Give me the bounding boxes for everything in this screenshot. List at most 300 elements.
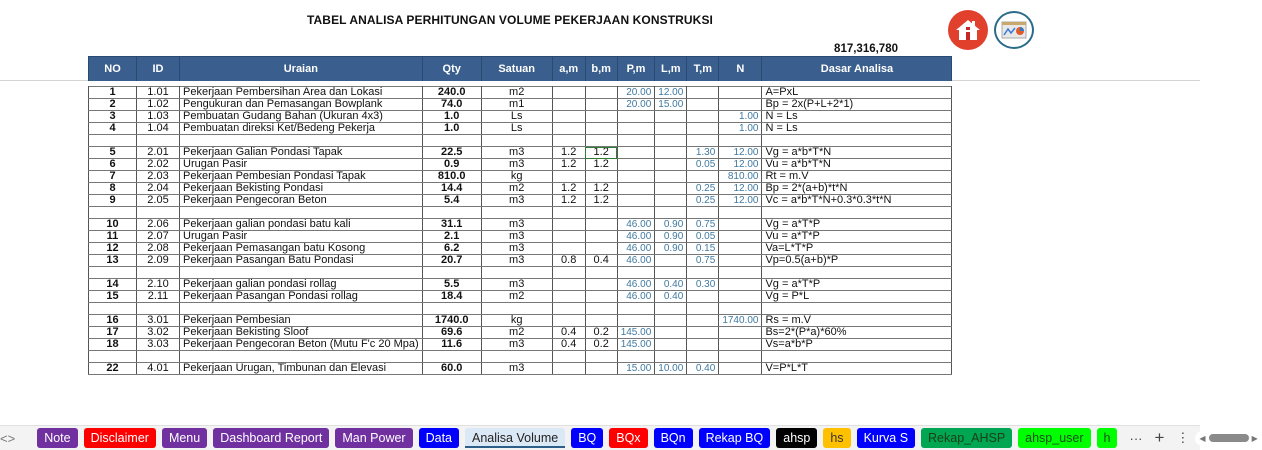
row-p-cell[interactable] — [617, 171, 655, 183]
row-b-cell[interactable] — [585, 111, 617, 123]
scroll-left-icon[interactable]: ◀ — [1199, 433, 1206, 443]
empty-cell[interactable] — [422, 351, 481, 363]
sheet-tab-disclaimer[interactable]: Disclaimer — [84, 428, 156, 448]
row-b-cell[interactable] — [585, 243, 617, 255]
row-dasar-analisa-cell[interactable]: Vs=a*b*P — [762, 339, 952, 351]
row-no-cell[interactable]: 8 — [89, 183, 137, 195]
row-satuan-cell[interactable]: kg — [481, 171, 552, 183]
row-b-cell[interactable] — [585, 279, 617, 291]
row-t-cell[interactable] — [687, 87, 719, 99]
row-a-cell[interactable] — [552, 291, 585, 303]
row-t-cell[interactable]: 0.75 — [687, 219, 719, 231]
row-satuan-cell[interactable]: m3 — [481, 195, 552, 207]
row-n-cell[interactable] — [719, 363, 762, 375]
row-n-cell[interactable] — [719, 87, 762, 99]
row-uraian-cell[interactable]: Pekerjaan Pengecoran Beton (Mutu F'c 20 Mpa) — [180, 339, 423, 351]
row-dasar-analisa-cell[interactable]: N = Ls — [762, 111, 952, 123]
row-b-cell[interactable]: 1.2 — [585, 195, 617, 207]
row-l-cell[interactable]: 15.00 — [655, 99, 687, 111]
row-n-cell[interactable] — [719, 291, 762, 303]
empty-cell[interactable] — [137, 351, 180, 363]
row-satuan-cell[interactable]: m3 — [481, 363, 552, 375]
row-qty-cell[interactable]: 60.0 — [422, 363, 481, 375]
empty-cell[interactable] — [552, 135, 585, 147]
row-uraian-cell[interactable]: Pembuatan Gudang Bahan (Ukuran 4x3) — [180, 111, 423, 123]
row-id-cell[interactable]: 2.01 — [137, 147, 180, 159]
empty-cell[interactable] — [481, 207, 552, 219]
empty-cell[interactable] — [762, 207, 952, 219]
row-qty-cell[interactable]: 69.6 — [422, 327, 481, 339]
empty-cell[interactable] — [89, 351, 137, 363]
row-t-cell[interactable]: 0.25 — [687, 183, 719, 195]
row-dasar-analisa-cell[interactable]: Vg = a*T*P — [762, 279, 952, 291]
row-satuan-cell[interactable]: m2 — [481, 87, 552, 99]
row-l-cell[interactable] — [655, 195, 687, 207]
sheet-tab-bqx[interactable]: BQx — [609, 428, 647, 448]
col-header-a[interactable]: a,m — [552, 57, 585, 81]
col-header-n[interactable]: N — [719, 57, 762, 81]
row-n-cell[interactable] — [719, 327, 762, 339]
row-dasar-analisa-cell[interactable]: Vu = a*T*P — [762, 231, 952, 243]
dashboard-button[interactable] — [994, 11, 1034, 49]
empty-cell[interactable] — [762, 267, 952, 279]
row-id-cell[interactable]: 3.03 — [137, 339, 180, 351]
row-dasar-analisa-cell[interactable]: Vu = a*b*T*N — [762, 159, 952, 171]
row-no-cell[interactable]: 11 — [89, 231, 137, 243]
row-t-cell[interactable]: 1.30 — [687, 147, 719, 159]
row-b-cell[interactable] — [585, 123, 617, 135]
row-n-cell[interactable] — [719, 99, 762, 111]
empty-cell[interactable] — [585, 267, 617, 279]
row-t-cell[interactable]: 0.25 — [687, 195, 719, 207]
row-l-cell[interactable]: 0.40 — [655, 279, 687, 291]
row-l-cell[interactable] — [655, 123, 687, 135]
row-p-cell[interactable] — [617, 159, 655, 171]
row-n-cell[interactable]: 12.00 — [719, 195, 762, 207]
row-dasar-analisa-cell[interactable]: V=P*L*T — [762, 363, 952, 375]
row-p-cell[interactable] — [617, 183, 655, 195]
row-a-cell[interactable] — [552, 315, 585, 327]
row-p-cell[interactable]: 46.00 — [617, 219, 655, 231]
empty-cell[interactable] — [422, 207, 481, 219]
horizontal-scrollbar[interactable] — [1195, 431, 1261, 446]
row-satuan-cell[interactable]: m2 — [481, 327, 552, 339]
row-uraian-cell[interactable]: Pekerjaan Pemasangan batu Kosong — [180, 243, 423, 255]
sheet-tab-h[interactable]: h — [1097, 428, 1118, 448]
empty-cell[interactable] — [655, 351, 687, 363]
row-l-cell[interactable] — [655, 171, 687, 183]
row-qty-cell[interactable]: 1.0 — [422, 123, 481, 135]
row-n-cell[interactable] — [719, 255, 762, 267]
row-no-cell[interactable]: 5 — [89, 147, 137, 159]
row-uraian-cell[interactable]: Urugan Pasir — [180, 231, 423, 243]
row-b-cell[interactable] — [585, 291, 617, 303]
row-no-cell[interactable]: 14 — [89, 279, 137, 291]
row-p-cell[interactable] — [617, 147, 655, 159]
row-l-cell[interactable] — [655, 159, 687, 171]
row-satuan-cell[interactable]: m3 — [481, 219, 552, 231]
row-id-cell[interactable]: 2.05 — [137, 195, 180, 207]
row-a-cell[interactable]: 1.2 — [552, 159, 585, 171]
col-header-l[interactable]: L,m — [655, 57, 687, 81]
col-header-p[interactable]: P,m — [617, 57, 655, 81]
row-id-cell[interactable]: 2.08 — [137, 243, 180, 255]
empty-cell[interactable] — [719, 303, 762, 315]
row-uraian-cell[interactable]: Pekerjaan galian pondasi rollag — [180, 279, 423, 291]
row-qty-cell[interactable]: 22.5 — [422, 147, 481, 159]
row-qty-cell[interactable]: 74.0 — [422, 99, 481, 111]
empty-cell[interactable] — [719, 351, 762, 363]
row-l-cell[interactable] — [655, 111, 687, 123]
row-l-cell[interactable] — [655, 327, 687, 339]
empty-cell[interactable] — [180, 135, 423, 147]
row-p-cell[interactable]: 20.00 — [617, 99, 655, 111]
row-n-cell[interactable]: 810.00 — [719, 171, 762, 183]
sheet-tab-dashboard-report[interactable]: Dashboard Report — [213, 428, 329, 448]
row-id-cell[interactable]: 2.03 — [137, 171, 180, 183]
empty-cell[interactable] — [180, 207, 423, 219]
row-l-cell[interactable] — [655, 315, 687, 327]
empty-cell[interactable] — [89, 267, 137, 279]
col-header-no[interactable]: NO — [89, 57, 137, 81]
sheet-tab-bq[interactable]: BQ — [571, 428, 603, 448]
empty-cell[interactable] — [481, 351, 552, 363]
row-id-cell[interactable]: 2.11 — [137, 291, 180, 303]
empty-cell[interactable] — [687, 135, 719, 147]
empty-cell[interactable] — [687, 351, 719, 363]
row-b-cell[interactable]: 0.2 — [585, 339, 617, 351]
empty-cell[interactable] — [422, 267, 481, 279]
row-qty-cell[interactable]: 18.4 — [422, 291, 481, 303]
scroll-right-icon[interactable]: ▶ — [1251, 433, 1258, 443]
row-l-cell[interactable] — [655, 147, 687, 159]
row-qty-cell[interactable]: 14.4 — [422, 183, 481, 195]
row-no-cell[interactable]: 9 — [89, 195, 137, 207]
row-satuan-cell[interactable]: m3 — [481, 159, 552, 171]
empty-cell[interactable] — [617, 303, 655, 315]
row-uraian-cell[interactable]: Pekerjaan Pembesian Pondasi Tapak — [180, 171, 423, 183]
empty-cell[interactable] — [687, 303, 719, 315]
row-n-cell[interactable]: 1740.00 — [719, 315, 762, 327]
empty-cell[interactable] — [180, 267, 423, 279]
row-dasar-analisa-cell[interactable]: Bp = 2*(a+b)*t*N — [762, 183, 952, 195]
row-satuan-cell[interactable]: kg — [481, 315, 552, 327]
row-id-cell[interactable]: 1.02 — [137, 99, 180, 111]
row-b-cell[interactable] — [585, 171, 617, 183]
row-qty-cell[interactable]: 0.9 — [422, 159, 481, 171]
row-a-cell[interactable]: 1.2 — [552, 195, 585, 207]
row-id-cell[interactable]: 2.10 — [137, 279, 180, 291]
row-p-cell[interactable]: 46.00 — [617, 231, 655, 243]
row-l-cell[interactable]: 10.00 — [655, 363, 687, 375]
row-a-cell[interactable] — [552, 279, 585, 291]
empty-cell[interactable] — [585, 207, 617, 219]
empty-cell[interactable] — [481, 303, 552, 315]
row-no-cell[interactable]: 3 — [89, 111, 137, 123]
col-header-id[interactable]: ID — [137, 57, 180, 81]
row-no-cell[interactable]: 18 — [89, 339, 137, 351]
row-l-cell[interactable] — [655, 255, 687, 267]
row-t-cell[interactable] — [687, 111, 719, 123]
row-t-cell[interactable]: 0.05 — [687, 231, 719, 243]
empty-cell[interactable] — [585, 135, 617, 147]
empty-cell[interactable] — [481, 267, 552, 279]
more-sheets-icon[interactable]: ··· — [1129, 430, 1143, 446]
col-header-b[interactable]: b,m — [585, 57, 617, 81]
empty-cell[interactable] — [552, 207, 585, 219]
row-n-cell[interactable] — [719, 219, 762, 231]
empty-cell[interactable] — [585, 303, 617, 315]
row-uraian-cell[interactable]: Pekerjaan Pasangan Pondasi rollag — [180, 291, 423, 303]
row-id-cell[interactable]: 2.02 — [137, 159, 180, 171]
row-p-cell[interactable]: 46.00 — [617, 243, 655, 255]
row-satuan-cell[interactable]: m1 — [481, 99, 552, 111]
empty-cell[interactable] — [89, 135, 137, 147]
row-dasar-analisa-cell[interactable]: Vp=0.5(a+b)*P — [762, 255, 952, 267]
row-n-cell[interactable]: 12.00 — [719, 147, 762, 159]
empty-cell[interactable] — [762, 351, 952, 363]
row-no-cell[interactable]: 10 — [89, 219, 137, 231]
row-qty-cell[interactable]: 2.1 — [422, 231, 481, 243]
row-dasar-analisa-cell[interactable]: N = Ls — [762, 123, 952, 135]
row-a-cell[interactable]: 1.2 — [552, 147, 585, 159]
row-a-cell[interactable]: 0.8 — [552, 255, 585, 267]
row-satuan-cell[interactable]: m2 — [481, 183, 552, 195]
row-l-cell[interactable]: 12.00 — [655, 87, 687, 99]
sheet-tab-rekap-bq[interactable]: Rekap BQ — [699, 428, 771, 448]
col-header-t[interactable]: T,m — [687, 57, 719, 81]
row-id-cell[interactable]: 4.01 — [137, 363, 180, 375]
row-satuan-cell[interactable]: m3 — [481, 339, 552, 351]
row-b-cell[interactable]: 1.2 — [585, 147, 617, 159]
prev-sheet-button[interactable]: < — [0, 430, 8, 446]
row-dasar-analisa-cell[interactable]: Vg = a*b*T*N — [762, 147, 952, 159]
row-n-cell[interactable] — [719, 339, 762, 351]
row-t-cell[interactable]: 0.75 — [687, 255, 719, 267]
empty-cell[interactable] — [762, 303, 952, 315]
row-t-cell[interactable] — [687, 327, 719, 339]
row-a-cell[interactable] — [552, 243, 585, 255]
row-a-cell[interactable] — [552, 87, 585, 99]
row-t-cell[interactable]: 0.30 — [687, 279, 719, 291]
sheet-tab-ahsp-user[interactable]: ahsp_user — [1018, 428, 1090, 448]
empty-cell[interactable] — [617, 135, 655, 147]
row-p-cell[interactable]: 20.00 — [617, 87, 655, 99]
col-header-uraian[interactable]: Uraian — [180, 57, 423, 81]
empty-cell[interactable] — [655, 135, 687, 147]
empty-cell[interactable] — [89, 207, 137, 219]
row-b-cell[interactable] — [585, 219, 617, 231]
row-a-cell[interactable] — [552, 111, 585, 123]
row-no-cell[interactable]: 15 — [89, 291, 137, 303]
row-t-cell[interactable]: 0.05 — [687, 159, 719, 171]
row-qty-cell[interactable]: 810.0 — [422, 171, 481, 183]
row-p-cell[interactable]: 46.00 — [617, 291, 655, 303]
row-a-cell[interactable]: 0.4 — [552, 327, 585, 339]
row-qty-cell[interactable]: 1740.0 — [422, 315, 481, 327]
row-b-cell[interactable]: 1.2 — [585, 159, 617, 171]
row-dasar-analisa-cell[interactable]: Vg = P*L — [762, 291, 952, 303]
sheet-tab-ahsp[interactable]: ahsp — [776, 428, 817, 448]
row-no-cell[interactable]: 4 — [89, 123, 137, 135]
row-a-cell[interactable] — [552, 123, 585, 135]
sheet-tab-menu[interactable]: Menu — [162, 428, 207, 448]
empty-cell[interactable] — [617, 267, 655, 279]
row-p-cell[interactable] — [617, 195, 655, 207]
row-satuan-cell[interactable]: m3 — [481, 231, 552, 243]
sheet-tab-data[interactable]: Data — [419, 428, 459, 448]
next-sheet-button[interactable]: > — [7, 430, 16, 446]
row-l-cell[interactable] — [655, 339, 687, 351]
row-qty-cell[interactable]: 11.6 — [422, 339, 481, 351]
row-no-cell[interactable]: 6 — [89, 159, 137, 171]
row-l-cell[interactable]: 0.40 — [655, 291, 687, 303]
row-satuan-cell[interactable]: m2 — [481, 291, 552, 303]
row-b-cell[interactable] — [585, 315, 617, 327]
row-t-cell[interactable] — [687, 339, 719, 351]
row-b-cell[interactable] — [585, 99, 617, 111]
row-qty-cell[interactable]: 31.1 — [422, 219, 481, 231]
col-header-dasar-analisa[interactable]: Dasar Analisa — [762, 57, 952, 81]
row-b-cell[interactable]: 0.2 — [585, 327, 617, 339]
empty-cell[interactable] — [422, 135, 481, 147]
row-uraian-cell[interactable]: Urugan Pasir — [180, 159, 423, 171]
row-t-cell[interactable] — [687, 99, 719, 111]
empty-cell[interactable] — [89, 303, 137, 315]
empty-cell[interactable] — [552, 267, 585, 279]
row-dasar-analisa-cell[interactable]: Vg = a*T*P — [762, 219, 952, 231]
row-b-cell[interactable]: 0.4 — [585, 255, 617, 267]
row-id-cell[interactable]: 2.07 — [137, 231, 180, 243]
row-satuan-cell[interactable]: m3 — [481, 279, 552, 291]
row-p-cell[interactable] — [617, 315, 655, 327]
empty-cell[interactable] — [137, 267, 180, 279]
empty-cell[interactable] — [617, 207, 655, 219]
row-uraian-cell[interactable]: Pekerjaan Bekisting Pondasi — [180, 183, 423, 195]
row-a-cell[interactable] — [552, 363, 585, 375]
row-satuan-cell[interactable]: m3 — [481, 147, 552, 159]
row-no-cell[interactable]: 22 — [89, 363, 137, 375]
row-p-cell[interactable]: 46.00 — [617, 255, 655, 267]
empty-cell[interactable] — [655, 207, 687, 219]
row-dasar-analisa-cell[interactable]: Bs=2*(P*a)*60% — [762, 327, 952, 339]
row-t-cell[interactable]: 0.15 — [687, 243, 719, 255]
row-qty-cell[interactable]: 5.5 — [422, 279, 481, 291]
row-qty-cell[interactable]: 240.0 — [422, 87, 481, 99]
empty-cell[interactable] — [585, 351, 617, 363]
row-p-cell[interactable]: 145.00 — [617, 327, 655, 339]
empty-cell[interactable] — [655, 267, 687, 279]
row-a-cell[interactable] — [552, 171, 585, 183]
empty-cell[interactable] — [422, 303, 481, 315]
row-n-cell[interactable]: 12.00 — [719, 183, 762, 195]
row-l-cell[interactable]: 0.90 — [655, 219, 687, 231]
row-dasar-analisa-cell[interactable]: A=PxL — [762, 87, 952, 99]
row-no-cell[interactable]: 7 — [89, 171, 137, 183]
row-no-cell[interactable]: 16 — [89, 315, 137, 327]
row-t-cell[interactable] — [687, 315, 719, 327]
row-l-cell[interactable] — [655, 183, 687, 195]
row-uraian-cell[interactable]: Pekerjaan Urugan, Timbunan dan Elevasi — [180, 363, 423, 375]
empty-cell[interactable] — [762, 135, 952, 147]
row-n-cell[interactable] — [719, 279, 762, 291]
empty-cell[interactable] — [552, 351, 585, 363]
row-a-cell[interactable]: 0.4 — [552, 339, 585, 351]
row-satuan-cell[interactable]: Ls — [481, 111, 552, 123]
row-no-cell[interactable]: 13 — [89, 255, 137, 267]
empty-cell[interactable] — [481, 135, 552, 147]
row-b-cell[interactable]: 1.2 — [585, 183, 617, 195]
row-uraian-cell[interactable]: Pekerjaan galian pondasi batu kali — [180, 219, 423, 231]
empty-cell[interactable] — [719, 207, 762, 219]
row-b-cell[interactable] — [585, 87, 617, 99]
empty-cell[interactable] — [552, 303, 585, 315]
row-n-cell[interactable]: 12.00 — [719, 159, 762, 171]
row-id-cell[interactable]: 1.04 — [137, 123, 180, 135]
empty-cell[interactable] — [719, 267, 762, 279]
sheet-tab-rekap-ahsp[interactable]: Rekap_AHSP — [921, 428, 1012, 448]
row-id-cell[interactable]: 2.09 — [137, 255, 180, 267]
row-t-cell[interactable] — [687, 291, 719, 303]
row-t-cell[interactable] — [687, 171, 719, 183]
row-satuan-cell[interactable]: m3 — [481, 243, 552, 255]
row-qty-cell[interactable]: 5.4 — [422, 195, 481, 207]
row-dasar-analisa-cell[interactable]: Va=L*T*P — [762, 243, 952, 255]
row-p-cell[interactable]: 145.00 — [617, 339, 655, 351]
row-t-cell[interactable]: 0.40 — [687, 363, 719, 375]
empty-cell[interactable] — [137, 135, 180, 147]
row-no-cell[interactable]: 1 — [89, 87, 137, 99]
sheet-tab-hs[interactable]: hs — [823, 428, 850, 448]
empty-cell[interactable] — [687, 267, 719, 279]
row-uraian-cell[interactable]: Pekerjaan Bekisting Sloof — [180, 327, 423, 339]
row-id-cell[interactable]: 1.03 — [137, 111, 180, 123]
empty-cell[interactable] — [137, 207, 180, 219]
row-uraian-cell[interactable]: Pekerjaan Galian Pondasi Tapak — [180, 147, 423, 159]
row-dasar-analisa-cell[interactable]: Bp = 2x(P+L+2*1) — [762, 99, 952, 111]
empty-cell[interactable] — [655, 303, 687, 315]
sheet-tab-note[interactable]: Note — [37, 428, 77, 448]
row-satuan-cell[interactable]: Ls — [481, 123, 552, 135]
row-no-cell[interactable]: 17 — [89, 327, 137, 339]
sheet-tab-man-power[interactable]: Man Power — [335, 428, 412, 448]
empty-cell[interactable] — [180, 351, 423, 363]
row-no-cell[interactable]: 12 — [89, 243, 137, 255]
empty-cell[interactable] — [617, 351, 655, 363]
row-uraian-cell[interactable]: Pekerjaan Pengecoran Beton — [180, 195, 423, 207]
row-a-cell[interactable] — [552, 99, 585, 111]
row-id-cell[interactable]: 3.01 — [137, 315, 180, 327]
row-uraian-cell[interactable]: Pembuatan direksi Ket/Bedeng Pekerja — [180, 123, 423, 135]
row-n-cell[interactable] — [719, 243, 762, 255]
row-p-cell[interactable] — [617, 123, 655, 135]
row-qty-cell[interactable]: 1.0 — [422, 111, 481, 123]
empty-cell[interactable] — [719, 135, 762, 147]
sheet-tab-bqn[interactable]: BQn — [654, 428, 693, 448]
col-header-satuan[interactable]: Satuan — [481, 57, 552, 81]
row-t-cell[interactable] — [687, 123, 719, 135]
row-dasar-analisa-cell[interactable]: Rt = m.V — [762, 171, 952, 183]
row-id-cell[interactable]: 2.04 — [137, 183, 180, 195]
row-n-cell[interactable] — [719, 231, 762, 243]
row-l-cell[interactable]: 0.90 — [655, 231, 687, 243]
row-id-cell[interactable]: 3.02 — [137, 327, 180, 339]
row-n-cell[interactable]: 1.00 — [719, 123, 762, 135]
row-dasar-analisa-cell[interactable]: Vc = a*b*T*N+0.3*0.3*t*N — [762, 195, 952, 207]
row-qty-cell[interactable]: 20.7 — [422, 255, 481, 267]
home-button[interactable] — [948, 10, 988, 50]
row-b-cell[interactable] — [585, 231, 617, 243]
